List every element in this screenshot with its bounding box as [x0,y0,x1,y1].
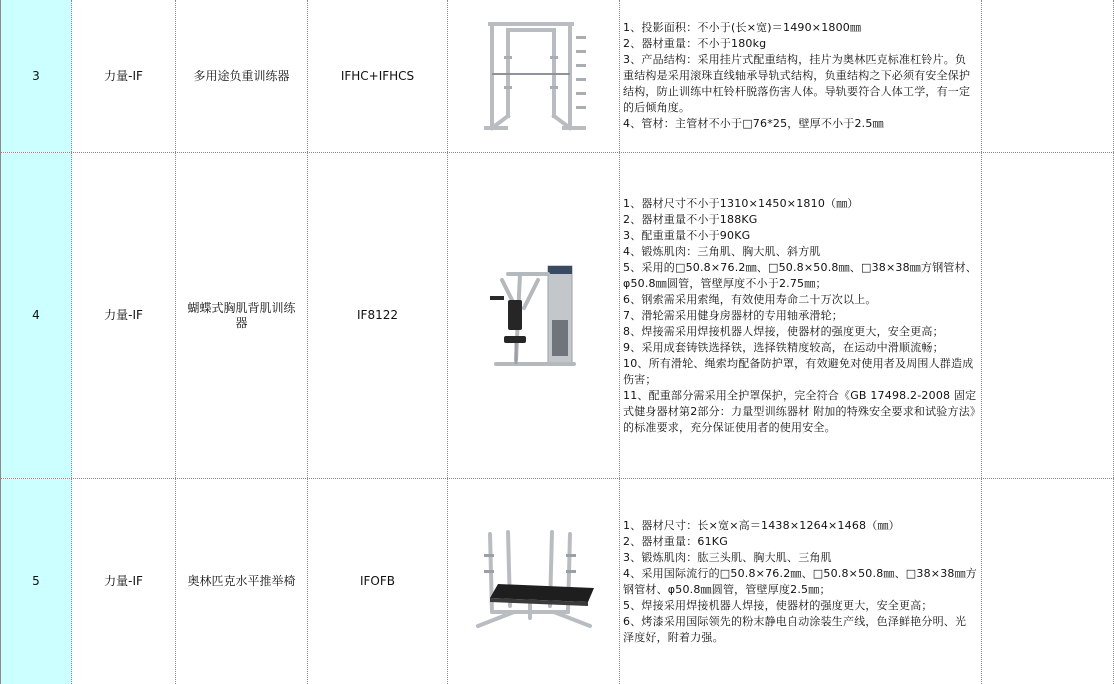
name-cell[interactable] [176,479,308,684]
name-cell[interactable] [176,153,308,478]
model-number: IF8122 [357,308,398,322]
spec-line: 8、焊接需采用焊接机器人焊接，使器材的强度更大，安全更高； [623,324,944,338]
spec-cell[interactable] [620,153,982,478]
row-index-cell[interactable] [0,479,72,684]
spec-line: 4、管材：主管材不小于□76*25，壁厚不小于2.5㎜ [623,117,884,130]
category-text: 力量-IF [104,308,143,322]
spec-line: 2、器材重量不小于188KG [623,212,758,226]
extra-cell[interactable] [982,0,1114,152]
row-index-cell[interactable] [0,0,72,152]
spec-line: 3、配重重量不小于90KG [623,228,751,242]
table-row [0,0,1114,152]
spec-line: 7、滑轮需采用健身房器材的专用轴承滑轮； [623,308,843,322]
row-index: 3 [32,68,40,83]
spec-line: 6、烤漆采用国际领先的粉末静电自动涂装生产线，色泽鲜艳分明、光泽度好，附着力强。 [623,614,967,644]
spec-line: 9、采用成套铸铁选择铁，选择铁精度较高，在运动中滑顺流畅； [623,340,944,354]
category-cell[interactable] [72,0,176,152]
equipment-name: 蝴蝶式胸肌背肌训练器 [187,300,296,330]
spec-cell[interactable] [620,479,982,684]
image-cell[interactable] [448,479,620,684]
table-row [0,479,1114,684]
pec-fly-machine-icon [486,260,582,372]
spec-line: 5、采用的□50.8×76.2㎜、□50.8×50.8㎜、□38×38㎜方钢管材、φ50.8㎜圆管，管壁厚度不小于2.75㎜； [623,260,977,290]
multi-purpose-rack-icon [478,16,590,136]
row-index: 5 [32,574,40,588]
category-text: 力量-IF [104,574,143,588]
spec-line: 2、器材重量：不小于180kg [623,37,767,50]
name-cell[interactable] [176,0,308,152]
spec-line: 3、锻炼肌肉：肱三头肌、胸大肌、三角肌 [623,550,832,564]
table-row [0,153,1114,478]
spec-line: 1、投影面积：不小于(长×宽)＝1490×1800㎜ [623,21,862,34]
spec-line: 4、锻炼肌肉：三角肌、胸大肌、斜方肌 [623,244,821,258]
model-cell[interactable] [308,0,448,152]
spec-line: 1、器材尺寸：长×宽×高＝1438×1264×1468（㎜） [623,518,900,532]
image-cell[interactable] [448,0,620,152]
equipment-name: 多用途负重训练器 [193,68,290,83]
equipment-name: 奥林匹克水平推举椅 [187,574,296,588]
spec-line: 11、配重部分需采用全护罩保护，完全符合《GB 17498.2-2008 固定式健身器材第2部分：力量型训练器材 附加的特殊安全要求和试验方法》的标准要求，充分保证使用者的使用安全。 [623,388,977,434]
model-number: IFOFB [359,574,396,588]
category-cell[interactable] [72,153,176,478]
image-cell[interactable] [448,153,620,478]
spec-line: 1、器材尺寸不小于1310×1450×1810（㎜） [623,196,859,210]
extra-cell[interactable] [982,479,1114,684]
olympic-flat-bench-icon [470,526,598,638]
category-text: 力量-IF [104,68,143,83]
spec-cell[interactable] [620,0,982,152]
model-cell[interactable] [308,479,448,684]
spec-line: 3、产品结构：采用挂片式配重结构，挂片为奥林匹克标准杠铃片。负重结构是采用滚珠直线轴承导轨式结构，负重结构之下必须有安全保护结构，防止训练中杠铃杆脱落伤害人体。导轨要符合人体工学，有一定的后倾角度。 [623,53,971,114]
category-cell[interactable] [72,479,176,684]
spec-line: 10、所有滑轮、绳索均配备防护罩，有效避免对使用者及周围人群造成伤害； [623,356,974,386]
spec-line: 4、采用国际流行的□50.8×76.2㎜、□50.8×50.8㎜、□38×38㎜方钢管材、φ50.8㎜圆管，管壁厚度2.5㎜； [623,566,977,596]
spec-line: 5、焊接采用焊接机器人焊接，使器材的强度更大，安全更高； [623,598,933,612]
row-index: 4 [32,308,40,322]
spec-line: 2、器材重量：61KG [623,534,728,548]
model-cell[interactable] [308,153,448,478]
row-index-cell[interactable] [0,153,72,478]
extra-cell[interactable] [982,153,1114,478]
spec-line: 6、钢索需采用索绳，有效使用寿命二十万次以上。 [623,292,877,306]
model-number: IFHC+IFHCS [340,68,415,83]
